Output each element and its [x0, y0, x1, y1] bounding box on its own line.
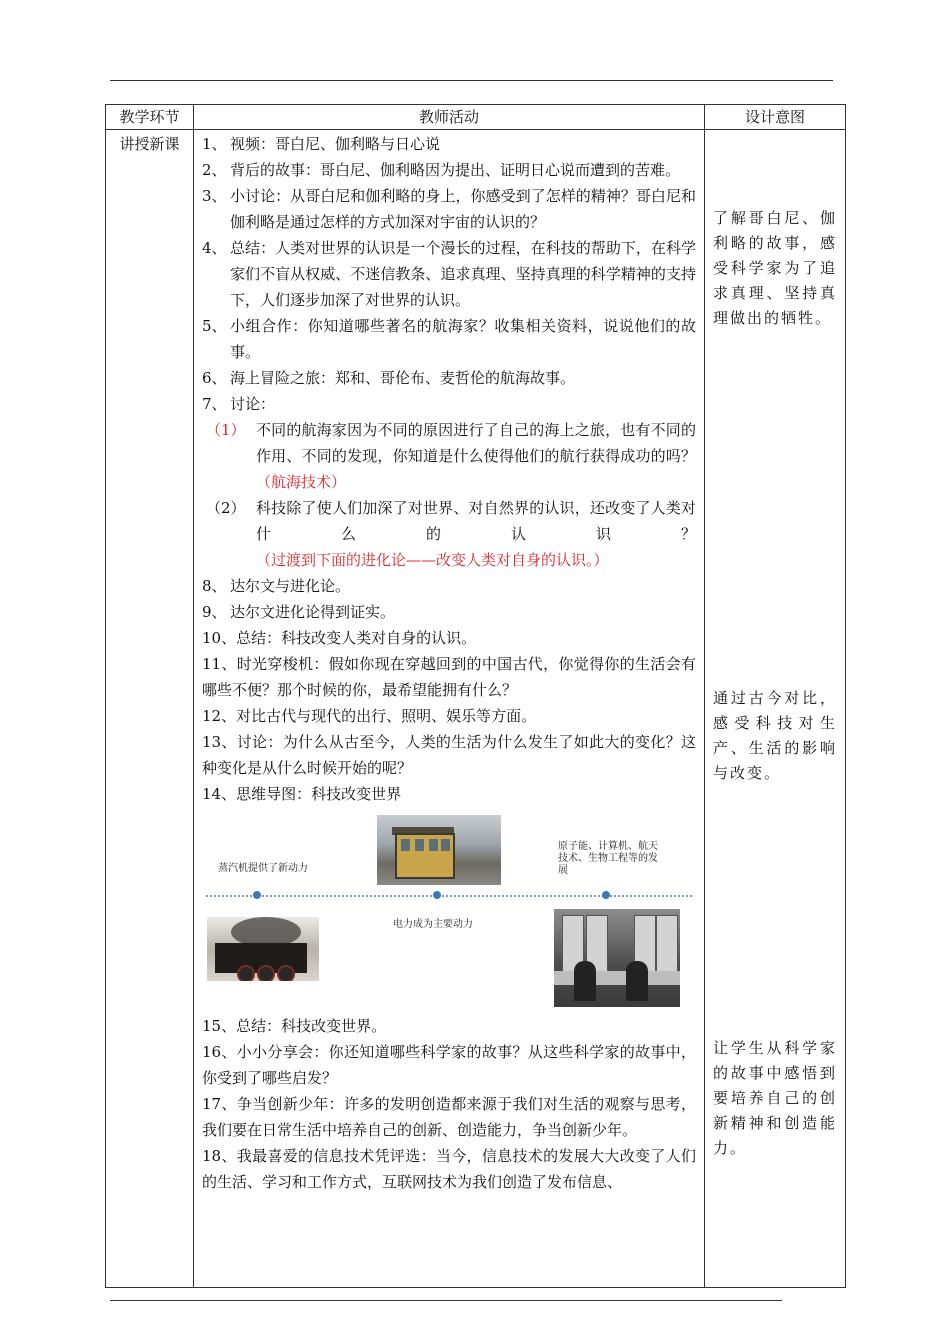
teacher-activity-cell [194, 130, 705, 1288]
sub-item-1: （1） 不同的航海家因为不同的原因进行了自己的海上之旅，也有不同的作用、不同的发现，你知道是什么使得他们的航行获得成功的吗？（航海技术） [206, 421, 696, 491]
list-item: 16、小小分享会：你还知道哪些科学家的故事？从这些科学家的故事中，你受到了哪些启发？ [202, 1043, 696, 1087]
transition-highlight: （过渡到下面的进化论——改变人类对自身的认识。） [256, 551, 609, 569]
tram-photo [377, 815, 501, 885]
computer-room-photo [554, 909, 680, 1007]
design-note-1: 了解哥白尼、伽利略的故事，感受科学家为了追求真理、坚持真理做出的牺牲。 [713, 209, 837, 327]
lesson-table [105, 104, 846, 1288]
steam-label: 蒸汽机提供了新动力 [218, 863, 308, 874]
timeline-dot [433, 891, 441, 899]
list-item: 13、讨论：为什么从古至今，人类的生活为什么发生了如此大的变化？这种变化是从什么时候开始的呢？ [202, 733, 696, 777]
steam-train-photo [207, 917, 319, 981]
sub-item-2: （2） 科技除了使人们加深了对世界、对自然界的认识，还改变了人类对什么的认识？（过渡到下面的进化论——改变人类对自身的认识。） [206, 499, 696, 569]
design-intent-cell [705, 130, 846, 1288]
list-item: 15、总结：科技改变世界。 [202, 1017, 387, 1035]
modern-tech-label: 原子能、计算机、航天技术、生物工程等的发展 [558, 841, 658, 876]
list-item: 3、 小讨论：从哥白尼和伽利略的身上，你感受到了怎样的精神？哥白尼和伽利略是通过怎样的方式加深对宇宙的认识的？ [202, 187, 696, 231]
list-item: 12、对比古代与现代的出行、照明、娱乐等方面。 [202, 707, 537, 725]
table-header-row [106, 105, 846, 130]
list-item: 7、 讨论： [202, 395, 276, 413]
electric-label: 电力成为主要动力 [393, 919, 473, 930]
list-item: 2、 背后的故事：哥白尼、伽利略因为提出、证明日心说而遭到的苦难。 [202, 161, 681, 179]
section-label: 讲授新课 [106, 130, 194, 1288]
table-row [106, 130, 846, 1288]
list-item: 5、 小组合作：你知道哪些著名的航海家？收集相关资料，说说他们的故事。 [202, 317, 696, 361]
list-item: 4、 总结：人类对世界的认识是一个漫长的过程，在科技的帮助下，在科学家们不盲从权威、不迷信教条、追求真理、坚持真理的科学精神的支持下，人们逐步加深了对世界的认识。 [202, 239, 696, 309]
list-item: 1、 视频：哥白尼、伽利略与日心说 [202, 135, 441, 153]
list-item: 8、 达尔文与进化论。 [202, 577, 351, 595]
list-item: 11、时光穿梭机：假如你现在穿越回到的中国古代，你觉得你的生活会有哪些不便？那个时候的你，最希望能拥有什么？ [202, 655, 696, 699]
list-item: 18、我最喜爱的信息技术凭评选：当今，信息技术的发展大大改变了人们的生活、学习和工作方式，互联网技术为我们创造了发布信息、 [202, 1147, 696, 1191]
answer-highlight: （航海技术） [256, 473, 347, 491]
timeline-line [206, 895, 692, 897]
header-rule [110, 80, 833, 81]
list-item: 6、 海上冒险之旅：郑和、哥伦布、麦哲伦的航海故事。 [202, 369, 576, 387]
design-note-3: 让学生从科学家的故事中感悟到要培养自己的创新精神和创造能力。 [713, 1039, 837, 1157]
list-item: 14、思维导图：科技改变世界 [202, 785, 402, 803]
header-stage: 教学环节 [106, 105, 194, 130]
header-design-intent: 设计意图 [705, 105, 846, 130]
footer-rule [110, 1300, 782, 1301]
timeline-dot [253, 891, 261, 899]
list-item: 10、总结：科技改变人类对自身的认识。 [202, 629, 477, 647]
list-item: 17、争当创新少年：许多的发明创造都来源于我们对生活的观察与思考，我们要在日常生活中培养自己的创新、创造能力，争当创新少年。 [202, 1095, 696, 1139]
activity-list [194, 130, 704, 1195]
header-teacher-activity: 教师活动 [194, 105, 705, 130]
design-note-2: 通过古今对比，感受科技对生产、生活的影响与改变。 [713, 689, 837, 782]
list-item: 9、 达尔文进化论得到证实。 [202, 603, 396, 621]
timeline-dot [602, 891, 610, 899]
mind-map-figure [202, 811, 696, 1011]
